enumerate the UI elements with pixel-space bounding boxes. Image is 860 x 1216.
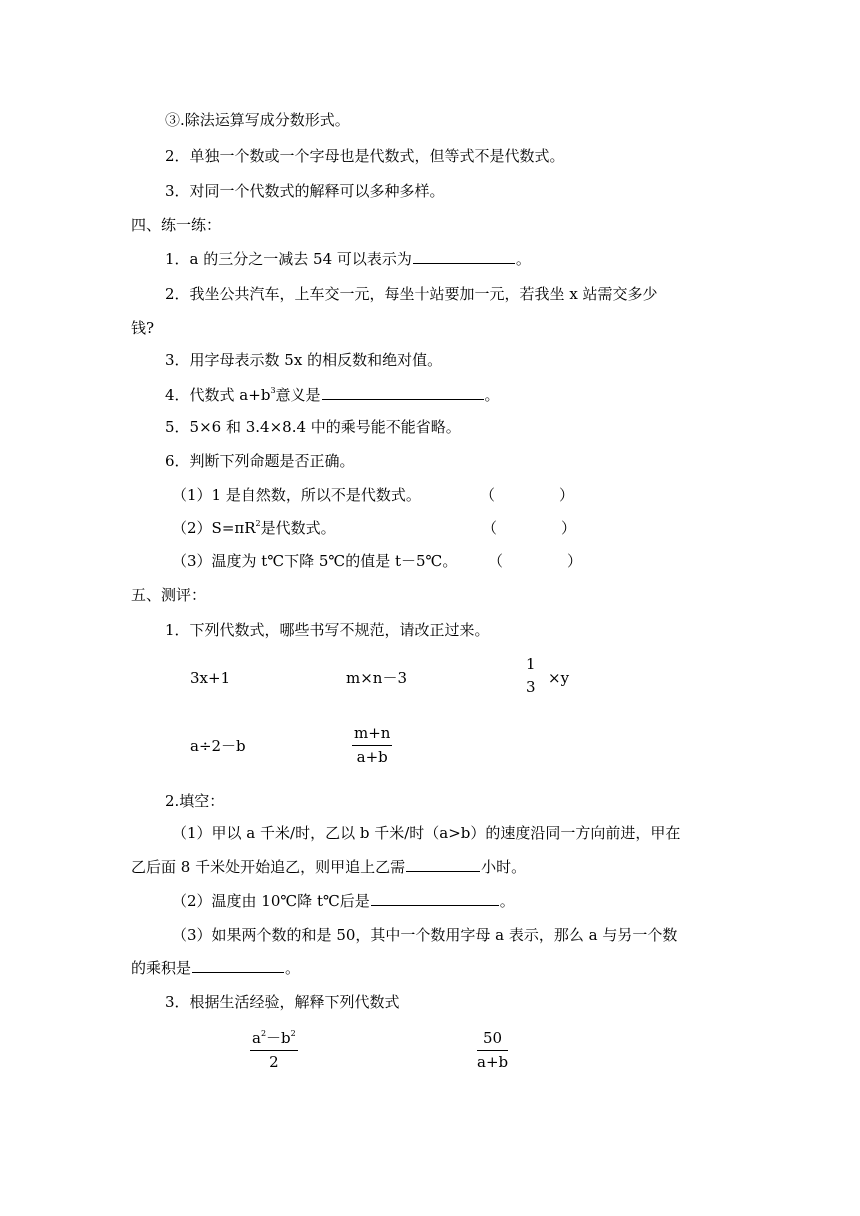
judge-item-2-text: 是代数式。 xyxy=(260,519,336,537)
exponent: 3 xyxy=(270,386,276,395)
paren-open: （ xyxy=(488,552,504,570)
numerator-a: a xyxy=(252,1029,261,1047)
fill-item-3-text: 的乘积是 xyxy=(131,959,192,977)
fill-item-3-line2 xyxy=(131,957,300,978)
note-line-3: ③.除法运算写成分数形式。 xyxy=(165,111,350,129)
answer-blank xyxy=(413,248,515,264)
period: 。 xyxy=(484,386,500,404)
denominator: a+b xyxy=(477,1053,509,1071)
answer-blank xyxy=(192,957,284,973)
period: 。 xyxy=(499,892,515,910)
assessment-item-3: 3．根据生活经验，解释下列代数式 xyxy=(165,993,400,1011)
denominator: 3 xyxy=(526,678,536,696)
expression-m-times-n: m×n－3 xyxy=(346,669,407,687)
fill-item-2 xyxy=(172,890,515,911)
practice-item-1-text: 1．a 的三分之一减去 54 可以表示为 xyxy=(165,250,412,268)
paren-open: （ xyxy=(482,519,498,537)
section-assessment-heading: 五、测评： xyxy=(131,586,207,604)
exponent: 2 xyxy=(290,1029,296,1038)
section-practice-heading: 四、练一练： xyxy=(131,216,222,234)
period: 。 xyxy=(285,959,301,977)
expression-a-div-2: a÷2－b xyxy=(190,737,246,755)
practice-item-6: 6．判断下列命题是否正确。 xyxy=(165,452,355,470)
judge-paren-3 xyxy=(488,551,582,571)
assessment-item-1: 1．下列代数式，哪些书写不规范，请改正过来。 xyxy=(165,621,490,639)
numerator: 1 xyxy=(526,655,536,673)
fill-item-1-unit: 小时。 xyxy=(481,858,527,876)
judge-item-1: （1）1 是自然数，所以不是代数式。 xyxy=(172,486,421,504)
paren-close: ） xyxy=(559,486,575,504)
fraction-one-third xyxy=(524,656,538,696)
paren-open: （ xyxy=(480,486,496,504)
numerator-b: －b xyxy=(266,1029,291,1047)
fill-item-1-text: 乙后面 8 千米处开始追乙，则甲追上乙需 xyxy=(131,858,406,876)
practice-item-2-line2: 钱? xyxy=(131,319,155,337)
practice-item-4-text: 意义是 xyxy=(275,386,321,404)
paren-close: ） xyxy=(561,519,577,537)
period: 。 xyxy=(515,250,531,268)
denominator: 2 xyxy=(269,1053,279,1071)
denominator: a+b xyxy=(356,748,388,766)
answer-blank xyxy=(322,384,484,400)
paren-close: ） xyxy=(567,552,583,570)
fraction-m-plus-n-over-a-plus-b xyxy=(352,725,392,766)
exponent: 2 xyxy=(260,1029,267,1038)
practice-item-4 xyxy=(165,384,500,405)
answer-blank xyxy=(371,890,499,906)
judge-item-3: （3）温度为 t℃下降 5℃的值是 t－5℃。 xyxy=(172,552,458,570)
practice-item-2-line1: 2．我坐公共汽车，上车交一元，每坐十站要加一元，若我坐 x 站需交多少 xyxy=(165,285,658,303)
practice-item-3: 3．用字母表示数 5x 的相反数和绝对值。 xyxy=(165,351,443,369)
expression-times-y: ×y xyxy=(548,669,570,687)
fill-item-2-text: （2）温度由 10℃降 t℃后是 xyxy=(172,892,370,910)
exponent: 2 xyxy=(255,519,261,528)
judge-item-2-expr: （2）S=πR xyxy=(172,519,256,537)
fraction-a2-minus-b2-over-2 xyxy=(250,1030,298,1071)
note-line-single-term: 2．单独一个数或一个字母也是代数式，但等式不是代数式。 xyxy=(165,147,565,165)
practice-item-5: 5．5×6 和 3.4×8.4 中的乘号能不能省略。 xyxy=(165,418,461,436)
numerator: m+n xyxy=(352,725,392,746)
numerator xyxy=(250,1030,298,1051)
judge-paren-1 xyxy=(480,485,574,505)
fill-item-1-line1: （1）甲以 a 千米/时，乙以 b 千米/时（a>b）的速度沿同一方向前进，甲在 xyxy=(172,824,681,842)
note-line-interpretation: 3．对同一个代数式的解释可以多种多样。 xyxy=(165,182,445,200)
expression-3x-plus-1: 3x+1 xyxy=(190,669,231,687)
practice-item-4-expr: 4．代数式 a+b xyxy=(165,386,271,404)
judge-paren-2 xyxy=(482,518,576,538)
fill-item-1-line2 xyxy=(131,856,526,877)
numerator: 50 xyxy=(477,1030,508,1051)
practice-item-1 xyxy=(165,248,531,269)
answer-blank xyxy=(406,856,480,872)
fraction-50-over-a-plus-b xyxy=(477,1030,508,1071)
assessment-item-2: 2.填空： xyxy=(165,792,225,810)
fill-item-3-line1: （3）如果两个数的和是 50，其中一个数用字母 a 表示，那么 a 与另一个数 xyxy=(172,926,678,944)
judge-item-2 xyxy=(172,518,336,538)
